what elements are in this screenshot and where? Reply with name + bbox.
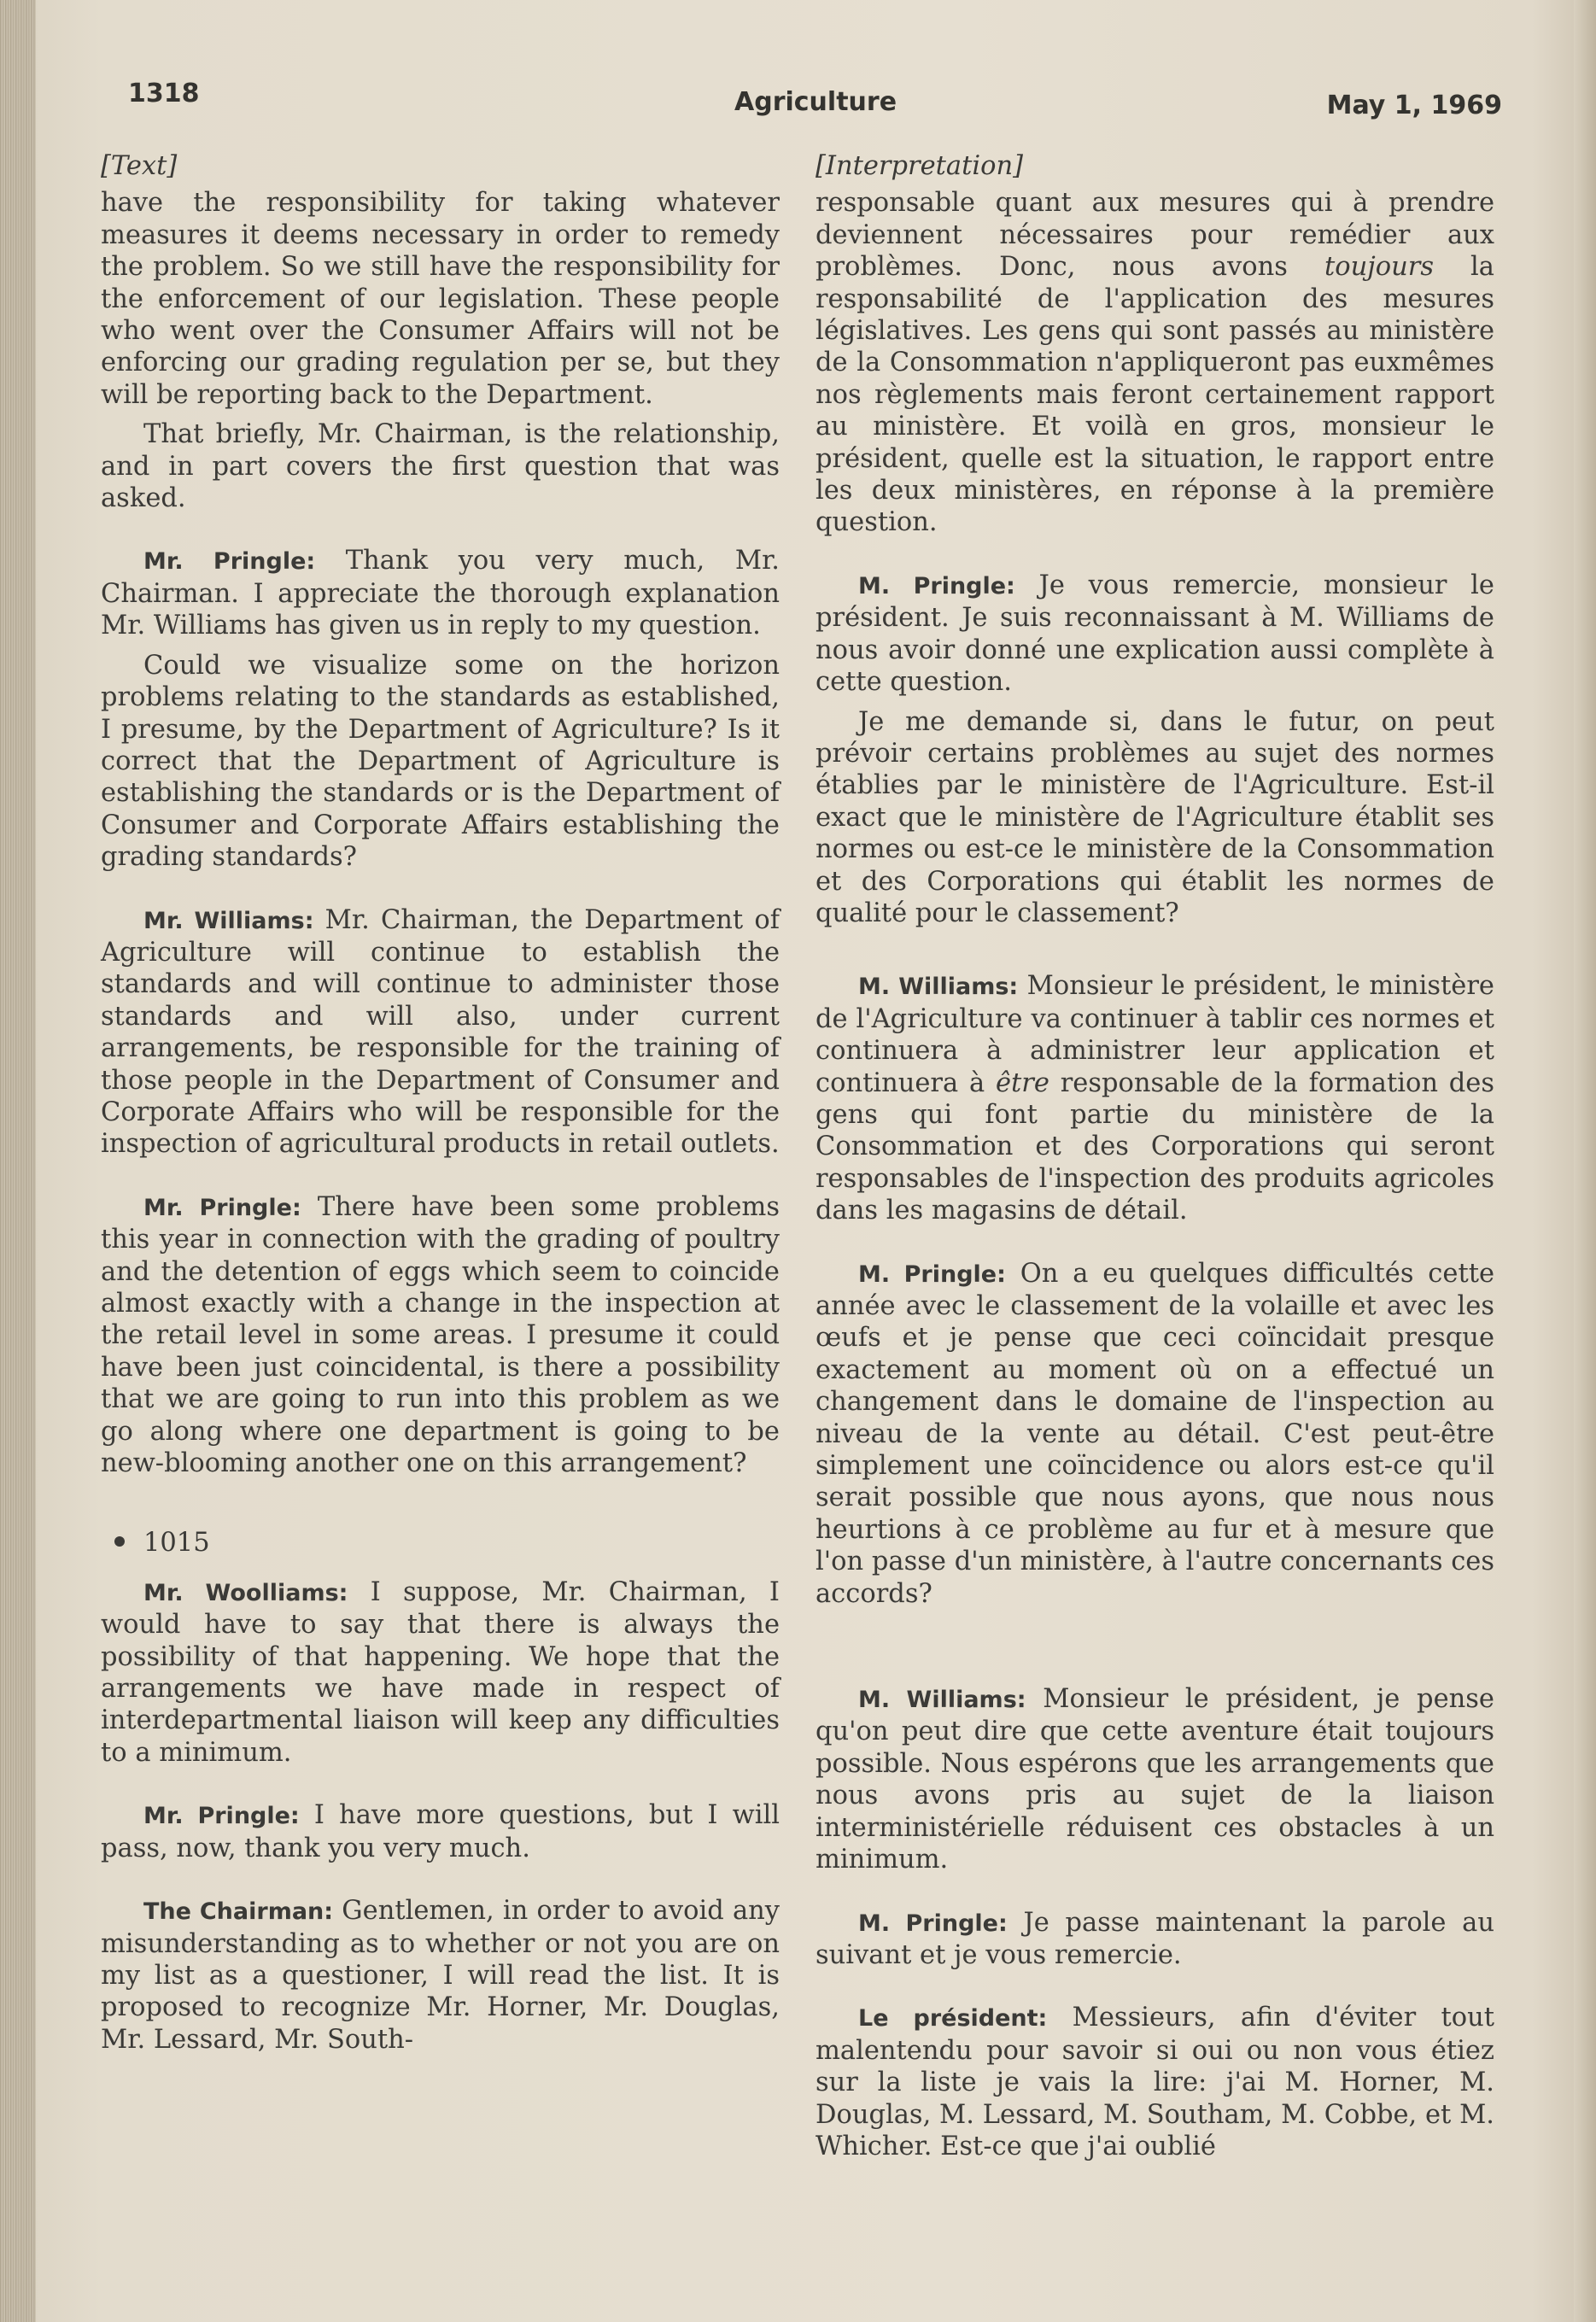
speaker-name: M. Pringle: bbox=[858, 572, 1015, 600]
speaker-name: M. Williams: bbox=[858, 974, 1019, 1001]
speech bbox=[101, 1799, 780, 1864]
paragraph bbox=[816, 187, 1494, 538]
speaker-name: Mr. Williams: bbox=[143, 907, 314, 934]
speech bbox=[816, 570, 1494, 699]
page-date: May 1, 1969 bbox=[1326, 91, 1502, 120]
speech-text: Monsieur le président, le ministère de l'Agriculture va continuer à tablir ces normes et continuera à administrer leur application et continuera à bbox=[816, 971, 1494, 1098]
speaker-name: The Chairman: bbox=[143, 1898, 334, 1926]
speech-text: Gentlemen, in order to avoid any misunderstanding as to whether or not you are on my list as a questioner, I will read the list. It is proposed to recognize Mr. Horner, Mr. Douglas, Mr. Lessard, Mr. South- bbox=[101, 1896, 780, 2055]
speech-text: responsable de la formation des gens qui font partie du ministère de la Consommation et des Corporations qui seront responsables de l'inspection des produits agricoles dans les magasins de détail. bbox=[816, 1067, 1494, 1226]
speech bbox=[101, 1576, 780, 1769]
emphasis-text: toujours bbox=[1324, 252, 1434, 283]
speech bbox=[816, 2002, 1494, 2162]
speech bbox=[101, 545, 780, 641]
speech-text: Je vous remercie, monsieur le président. Je suis reconnaissant à M. Williams de nous avoir donné une explication aussi complète à cette question. bbox=[816, 570, 1494, 698]
interpretation-tag: [Interpretation] bbox=[816, 151, 1023, 181]
speaker-name: M. Pringle: bbox=[858, 1260, 1006, 1288]
book-binding bbox=[0, 0, 36, 2322]
speaker-name: Le président: bbox=[858, 2005, 1048, 2032]
page-header bbox=[120, 79, 1502, 130]
page-edge bbox=[1574, 0, 1596, 2322]
speaker-name: Mr. Pringle: bbox=[143, 1803, 300, 1830]
speaker-name: M. Williams: bbox=[858, 1687, 1026, 1714]
speech bbox=[816, 1683, 1494, 1875]
speech-text: Messieurs, afin d'éviter tout malentendu pour savoir si oui ou non vous étiez sur la liste je vais la lire: j'ai M. Horner, M. Douglas, M. Lessard, M. Southam, M. Cobbe, et M. Whicher. Est-ce que j'ai oublié bbox=[816, 2003, 1494, 2161]
paragraph-text: responsable quant aux mesures qui à prendre deviennent nécessaires pour remédier aux problèmes. Donc, nous avons bbox=[816, 188, 1494, 283]
speaker-name: Mr. Pringle: bbox=[143, 1194, 301, 1221]
speech-text: Je passe maintenant la parole au suivant et je vous remercie. bbox=[816, 1907, 1494, 1970]
speech-text: I have more questions, but I will pass, now, thank you very much. bbox=[101, 1800, 780, 1863]
emphasis-text: être bbox=[995, 1067, 1049, 1098]
paragraph: That briefly, Mr. Chairman, is the relationship, and in part covers the first question that was asked. bbox=[101, 419, 780, 514]
french-column bbox=[816, 150, 1494, 2170]
paragraph-text: la responsabilité de l'application des mesures législatives. Les gens qui sont passés au ministère de la Consommation n'appliqueront pas euxmêmes nos règlements mais feront certainement rapport au ministère. Et voilà en gros, monsieur le président, quelle est la situation, le rapport entre les deux ministères, en réponse à la première question. bbox=[816, 252, 1494, 538]
speech-text: On a eu quelques difficultés cette année avec le classement de la volaille et avec les œufs et je pense que ceci coïncidait presque exactement au moment où on a effectué un changement dans le domaine de l'inspection au niveau de la vente au détail. C'est peut-être simplement une coïncidence ou alors est-ce qu'il serait possible que nous ayons, que nous nous heurtions à ce problème au fur et à mesure que l'on passe d'un ministère, à l'autre concernants ces accords? bbox=[816, 1258, 1495, 1609]
page-number: 1318 bbox=[128, 79, 200, 108]
speech bbox=[101, 1191, 780, 1480]
speech-text: Thank you very much, Mr. Chairman. I appreciate the thorough explanation Mr. Williams has given us in reply to my question. bbox=[101, 546, 780, 641]
paragraph: Je me demande si, dans le futur, on peut prévoir certains problèmes au sujet des normes établies par le ministère de l'Agriculture. Est-il exact que le ministère de l'Agriculture établit ses normes ou est-ce le ministère de la Consommation et des Corporations qui établit les normes de qualité pour le classement? bbox=[816, 706, 1494, 928]
english-column bbox=[101, 150, 780, 2063]
speech bbox=[816, 1907, 1494, 1972]
bullet-icon bbox=[114, 1536, 125, 1547]
speech-text: Mr. Chairman, the Department of Agriculture will continue to establish the standards and will continue to administer those standards and will also, under current arrangements, be responsible for the training of those people in the Department of Consumer and Corporate Affairs who will be responsible for the inspection of agricultural products in retail outlets. bbox=[101, 904, 780, 1160]
paragraph: have the responsibility for taking whatever measures it deems necessary in order to remedy the problem. So we still have the responsibility for the enforcement of our legislation. These people who went over the Consumer Affairs will not be enforcing our grading regulation per se, but they will be reporting back to the Department. bbox=[101, 188, 780, 410]
speech-text: I suppose, Mr. Chairman, I would have to say that there is always the possibility of that happening. We hope that the arrangements we have made in respect of interdepartmental liaison will keep any difficulties to a minimum. bbox=[101, 1576, 780, 1768]
speech bbox=[816, 970, 1494, 1226]
time-marker-text: 1015 bbox=[143, 1528, 210, 1559]
speech bbox=[101, 1895, 780, 2056]
speaker-name: M. Pringle: bbox=[858, 1910, 1008, 1937]
speech bbox=[101, 904, 780, 1161]
text-tag: [Text] bbox=[101, 151, 178, 181]
time-marker bbox=[101, 1527, 780, 1559]
paragraph: Could we visualize some on the horizon problems relating to the standards as established, I presume, by the Department of Agriculture? Is it correct that the Department of Agriculture is establishing the standards or is the Department of Consumer and Corporate Affairs establishing the grading standards? bbox=[101, 650, 780, 873]
speaker-name: Mr. Pringle: bbox=[143, 548, 316, 576]
speech bbox=[816, 1258, 1494, 1610]
speech-text: Monsieur le président, je pense qu'on peut dire que cette aventure était toujours possible. Nous espérons que les arrangements que nous avons pris au sujet de la liaison interministérielle réduisent ces obstacles à un minimum. bbox=[816, 1684, 1494, 1875]
running-title: Agriculture bbox=[734, 87, 897, 117]
speech-text: There have been some problems this year in connection with the grading of poultry and the detention of eggs which seem to coincide almost exactly with a change in the inspection at the retail level in some areas. I presume it could have been just coincidental, is there a possibility that we are going to run into this problem as we go along where one department is going to be new-blooming another one on this arrangement? bbox=[101, 1191, 780, 1479]
speaker-name: Mr. Woolliams: bbox=[143, 1579, 348, 1606]
